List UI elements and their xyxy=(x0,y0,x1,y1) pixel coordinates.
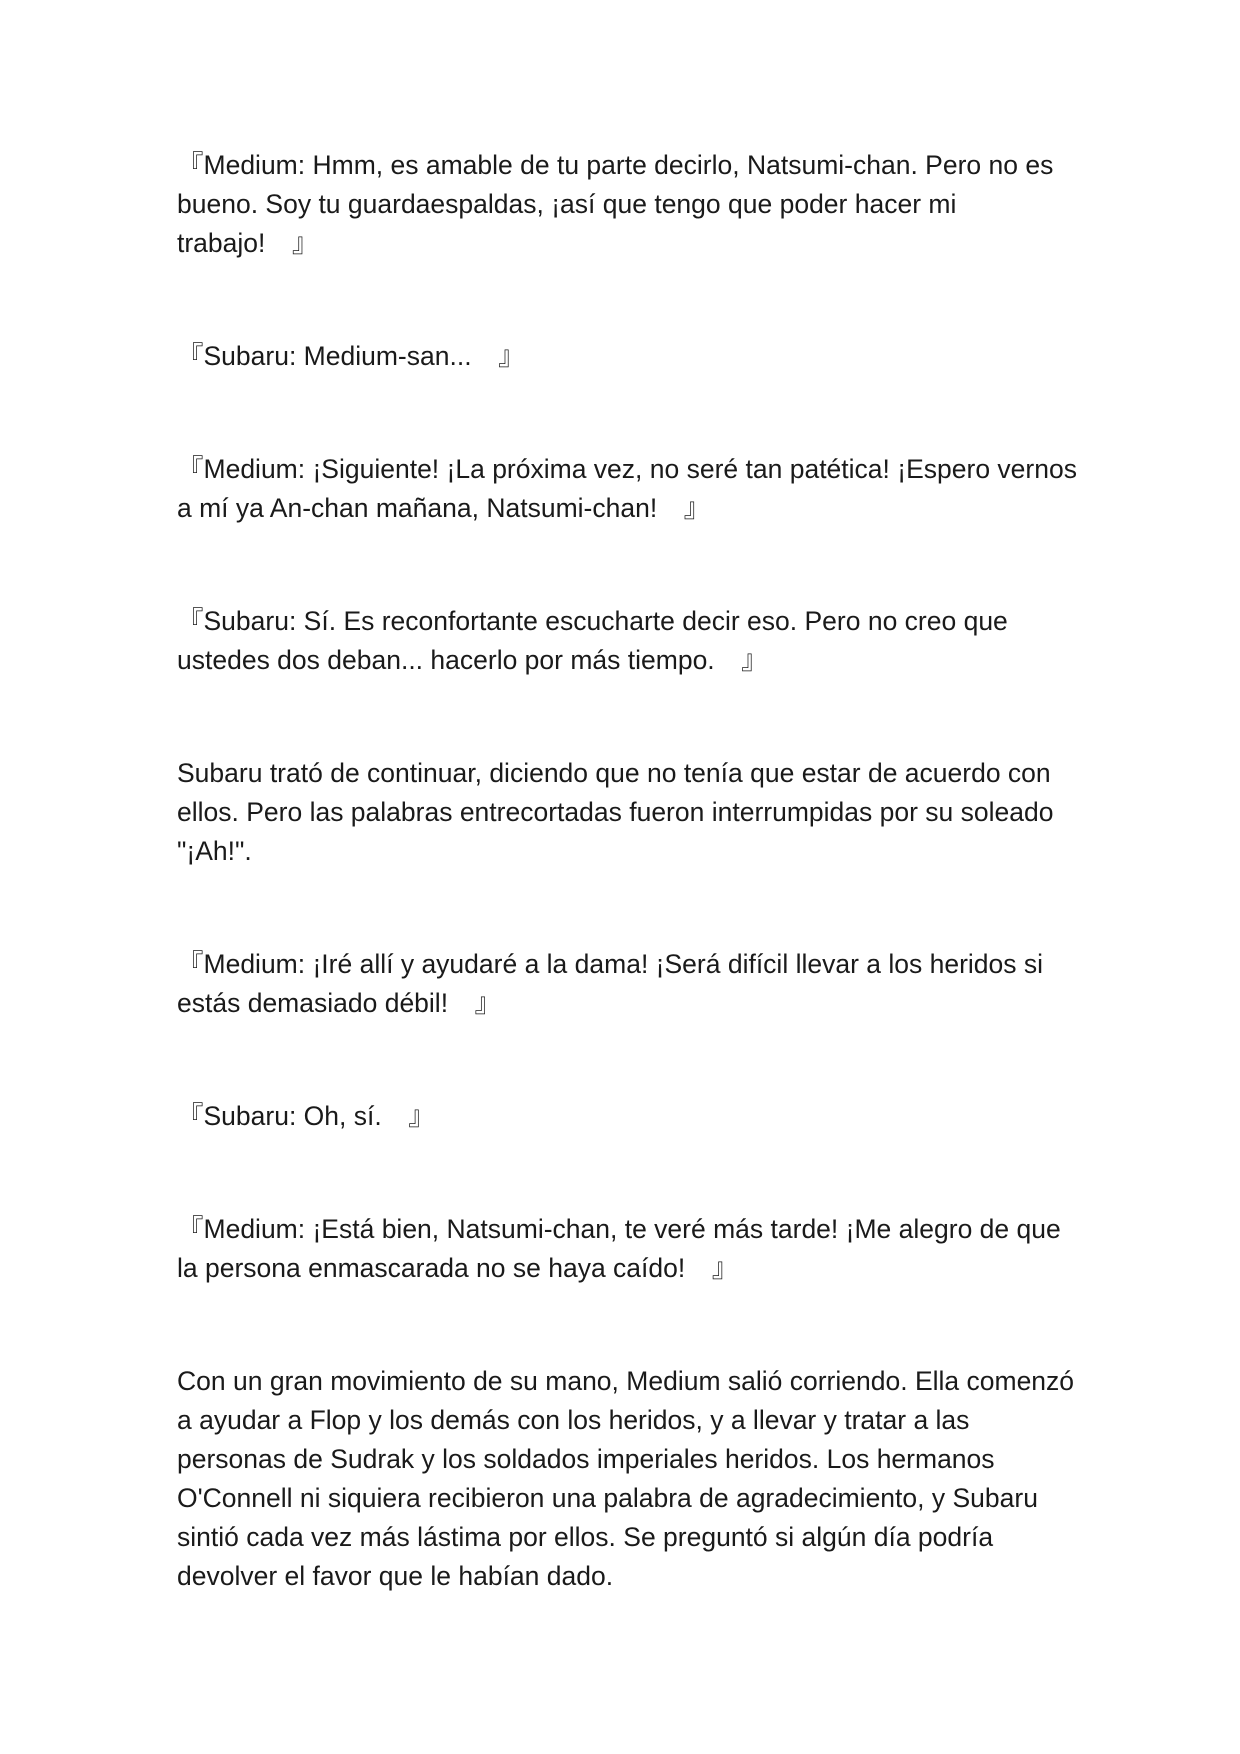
paragraph-medium-see-you-later: 『Medium: ¡Está bien, Natsumi-chan, te veré más tarde! ¡Me alegro de que la persona enmascarada no se haya caído! 』 xyxy=(177,1214,1061,1283)
paragraph-spacer xyxy=(177,263,1077,337)
paragraph-medium-help-lady: 『Medium: ¡Iré allí y ayudaré a la dama! ¡Será difícil llevar a los heridos si estás demasiado débil! 』 xyxy=(177,949,1044,1018)
paragraph-spacer xyxy=(177,680,1077,754)
paragraph-spacer xyxy=(177,528,1077,602)
paragraph-spacer xyxy=(177,1023,1077,1097)
paragraph-spacer xyxy=(177,1136,1077,1210)
paragraph-spacer xyxy=(177,1288,1077,1362)
paragraph-medium-next-time: 『Medium: ¡Siguiente! ¡La próxima vez, no seré tan patética! ¡Espero vernos a mí ya An-chan mañana, Natsumi-chan! 』 xyxy=(177,454,1077,523)
paragraph-spacer xyxy=(177,376,1077,450)
paragraph-narration-medium-leaves: Con un gran movimiento de su mano, Medium salió corriendo. Ella comenzó a ayudar a Flop y los demás con los heridos, y a llevar y tratar a las personas de Sudrak y los soldados imperiales heridos. Los hermanos O'Connell ni siquiera recibieron una palabra de agradecimiento, y Subaru sintió cada vez más lástima por ellos. Se preguntó si algún día podría devolver el favor que le habían dado. xyxy=(177,1366,1075,1591)
paragraph-medium-bodyguard: 『Medium: Hmm, es amable de tu parte decirlo, Natsumi-chan. Pero no es bueno. Soy tu guardaespaldas, ¡así que tengo que poder hacer mi trabajo! 』 xyxy=(177,150,1054,258)
paragraph-spacer xyxy=(177,871,1077,945)
document-body xyxy=(177,146,1077,1596)
paragraph-subaru-medium-san: 『Subaru: Medium-san... 』 xyxy=(177,341,525,371)
paragraph-subaru-oh-yes: 『Subaru: Oh, sí. 』 xyxy=(177,1101,435,1131)
paragraph-narration-interrupted: Subaru trató de continuar, diciendo que no tenía que estar de acuerdo con ellos. Pero las palabras entrecortadas fueron interrumpidas por su soleado "¡Ah!". xyxy=(177,758,1054,866)
paragraph-subaru-reassuring: 『Subaru: Sí. Es reconfortante escucharte decir eso. Pero no creo que ustedes dos deban... hacerlo por más tiempo. 』 xyxy=(177,606,1008,675)
